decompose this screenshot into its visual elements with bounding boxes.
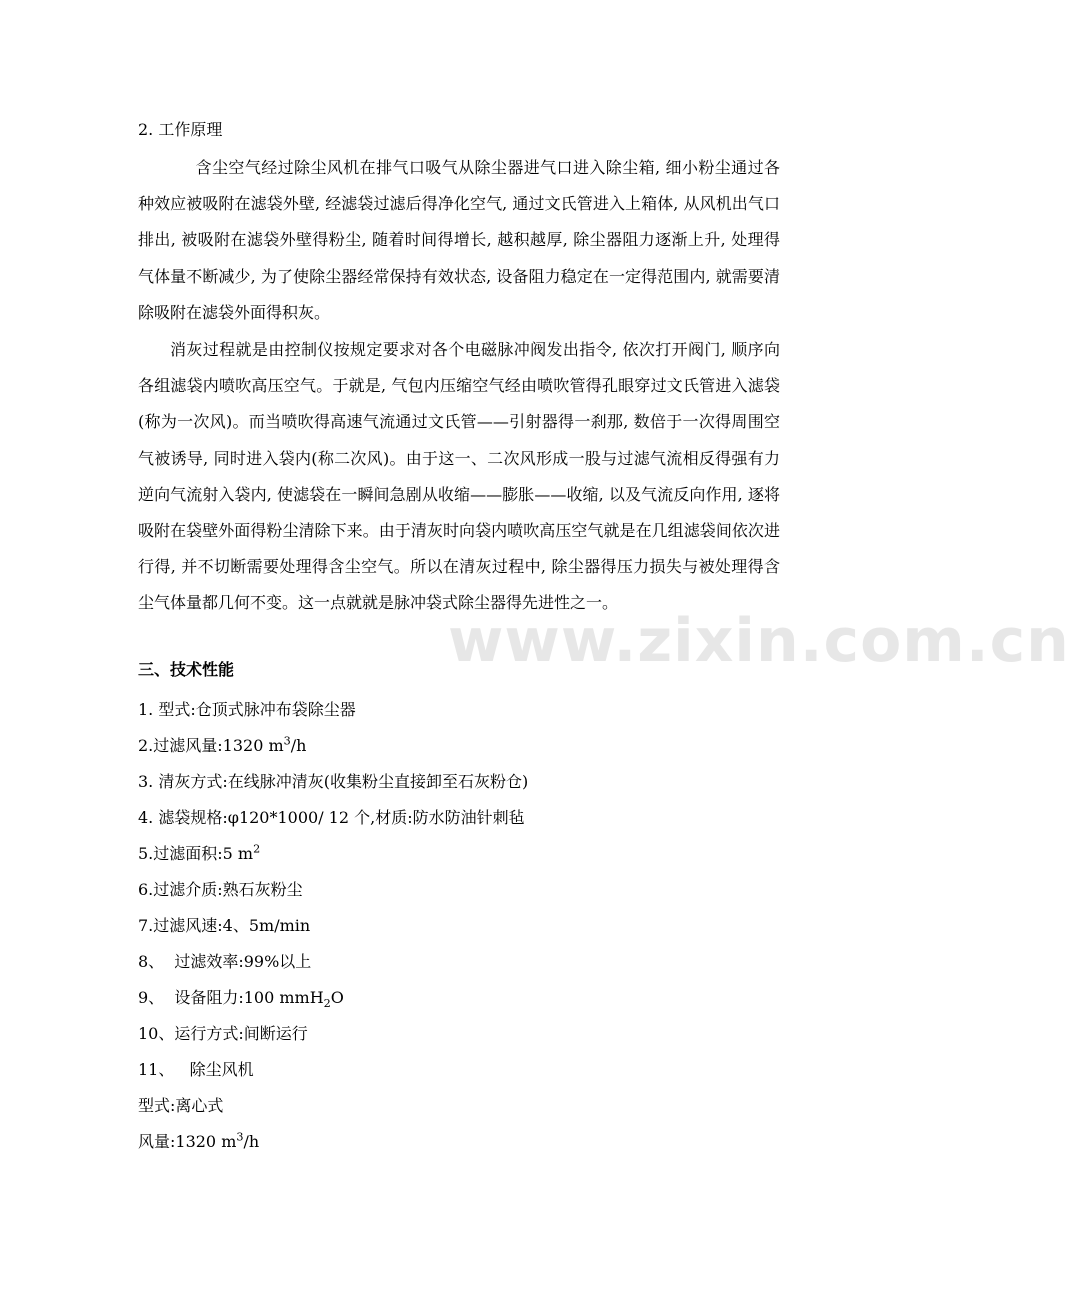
spec-item-air-volume xyxy=(138,734,306,758)
spec-item-type: 1. 型式:仓顶式脉冲布袋除尘器 xyxy=(138,700,356,719)
spec-item-filter-bag: 4. 滤袋规格:φ120*1000/ 12 个,材质:防水防油针刺毡 xyxy=(138,808,525,827)
superscript-3: 3 xyxy=(283,734,291,748)
fan-type: 型式:离心式 xyxy=(138,1096,224,1115)
spec-item-resistance xyxy=(138,986,344,1010)
spec-item-operation: 10、运行方式:间断运行 xyxy=(138,1024,308,1043)
spec-air-volume-unit: /h xyxy=(290,736,307,755)
fan-air-volume-unit: /h xyxy=(243,1132,260,1151)
fan-air-volume-text: 风量:1320 m xyxy=(138,1132,237,1151)
ash-cleaning-paragraph: 消灰过程就是由控制仪按规定要求对各个电磁脉冲阀发出指令, 依次打开阀门, 顺序向各组滤袋内喷吹高压空气。于就是, 气包内压缩空气经由喷吹管得孔眼穿过文氏管进入滤袋(称为一次风)。而当喷吹得高速气流通过文氏管——引射器得一刹那, 数倍于一次得周围空气被诱导, 同时进入袋内(称二次风)。由于这一、二次风形成一股与过滤气流相反得强有力逆向气流射入袋内, 使滤袋在一瞬间急剧从收缩——膨胀——收缩, 以及气流反向作用, 逐将吸附在袋壁外面得粉尘清除下来。由于清灰时向袋内喷吹高压空气就是在几组滤袋间依次进行得, 并不切断需要处理得含尘空气。所以在清灰过程中, 除尘器得压力损失与被处理得含尘气体量都几何不变。这一点就就是脉冲袋式除尘器得先进性之一。 xyxy=(138,340,780,613)
technical-performance-title: 三、技术性能 xyxy=(138,660,235,679)
watermark: www.zixin.com.cn xyxy=(448,606,1070,676)
spec-air-volume-text: 2.过滤风量:1320 m xyxy=(138,736,284,755)
working-principle-paragraph: 含尘空气经过除尘风机在排气口吸气从除尘器进气口进入除尘箱, 细小粉尘通过各种效应被吸附在滤袋外壁, 经滤袋过滤后得净化空气, 通过文氏管进入上箱体, 从风机出气口排出, 被吸附在滤袋外壁得粉尘, 随着时间得增长, 越积越厚, 除尘器阻力逐渐上升, 处理得气体量不断减少, 为了使除尘器经常保持有效状态, 设备阻力稳定在一定得范围内, 就需要清除吸附在滤袋外面得积灰。 xyxy=(138,158,780,322)
spec-item-cleaning-method: 3. 清灰方式:在线脉冲清灰(收集粉尘直接卸至石灰粉仓) xyxy=(138,772,529,791)
spec-item-filter-area xyxy=(138,842,260,866)
spec-filter-area-text: 5.过滤面积:5 m xyxy=(138,844,254,863)
subscript-2: 2 xyxy=(323,997,331,1011)
superscript-2: 2 xyxy=(253,842,261,856)
spec-item-efficiency: 8、 过滤效率:99%以上 xyxy=(138,952,312,971)
superscript-3: 3 xyxy=(236,1130,244,1144)
section-2-title: 2. 工作原理 xyxy=(138,120,223,139)
spec-item-dust-fan: 11、 除尘风机 xyxy=(138,1060,254,1079)
spec-item-filter-speed: 7.过滤风速:4、5m/min xyxy=(138,916,311,935)
fan-air-volume xyxy=(138,1130,259,1154)
spec-resistance-text: 9、 设备阻力:100 mmH xyxy=(138,988,324,1007)
spec-item-medium: 6.过滤介质:熟石灰粉尘 xyxy=(138,880,303,899)
spec-resistance-unit: O xyxy=(330,988,344,1007)
